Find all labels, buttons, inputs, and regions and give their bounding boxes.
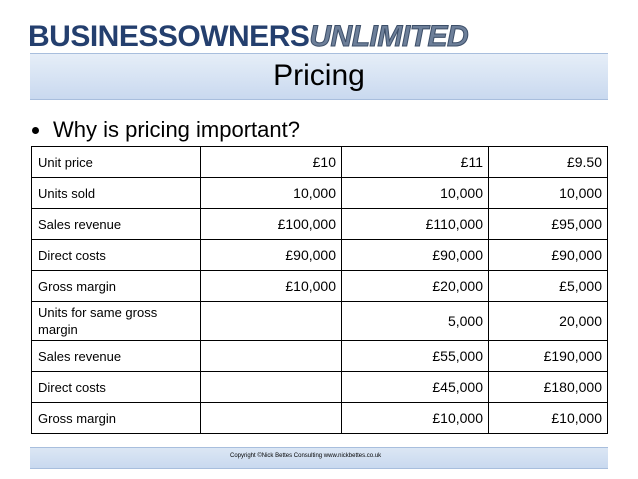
table-cell: £10,000 [201,271,342,302]
table-cell: £110,000 [342,209,489,240]
table-cell: 5,000 [342,302,489,341]
table-row [32,240,608,271]
row-label: Sales revenue [32,341,201,372]
table-cell: £190,000 [489,341,608,372]
table-cell: £180,000 [489,372,608,403]
table-cell: £90,000 [342,240,489,271]
table-cell: 20,000 [489,302,608,341]
table-cell [201,341,342,372]
pricing-table [31,146,608,434]
table-row [32,271,608,302]
table-cell [201,302,342,341]
row-label: Direct costs [32,240,201,271]
row-label: Unit price [32,147,201,178]
bullet-point [30,116,300,144]
table-cell: £90,000 [489,240,608,271]
row-label: Direct costs [32,372,201,403]
table-cell [201,372,342,403]
slide-title: Pricing [273,59,365,92]
bullet-dot-icon [32,127,39,134]
table-cell: £11 [342,147,489,178]
table-row [32,302,608,341]
table-cell: £45,000 [342,372,489,403]
table-row [32,372,608,403]
table-cell: £95,000 [489,209,608,240]
brand-logo [28,22,468,52]
table-cell: 10,000 [201,178,342,209]
logo-text-primary: BUSINESSOWNERS [28,20,310,53]
table-cell: £100,000 [201,209,342,240]
row-label: Sales revenue [32,209,201,240]
table-cell: £5,000 [489,271,608,302]
row-label: Gross margin [32,403,201,434]
table-cell [201,403,342,434]
table-cell: £10 [201,147,342,178]
table-row [32,403,608,434]
table-cell: £10,000 [342,403,489,434]
table-cell: £55,000 [342,341,489,372]
table-row [32,341,608,372]
logo-text-secondary: UNLIMITED [309,20,469,53]
row-label: Gross margin [32,271,201,302]
table-row [32,147,608,178]
copyright-text: Copyright ©Nick Bettes Consulting www.nickbettes.co.uk [230,453,382,459]
table-cell: £9.50 [489,147,608,178]
table-row [32,209,608,240]
bullet-text: Why is pricing important? [53,117,300,142]
table-cell: 10,000 [489,178,608,209]
table-cell: £10,000 [489,403,608,434]
row-label: Units sold [32,178,201,209]
table-cell: 10,000 [342,178,489,209]
table-cell: £20,000 [342,271,489,302]
table-cell: £90,000 [201,240,342,271]
row-label: Units for same gross margin [32,302,201,341]
table-row [32,178,608,209]
